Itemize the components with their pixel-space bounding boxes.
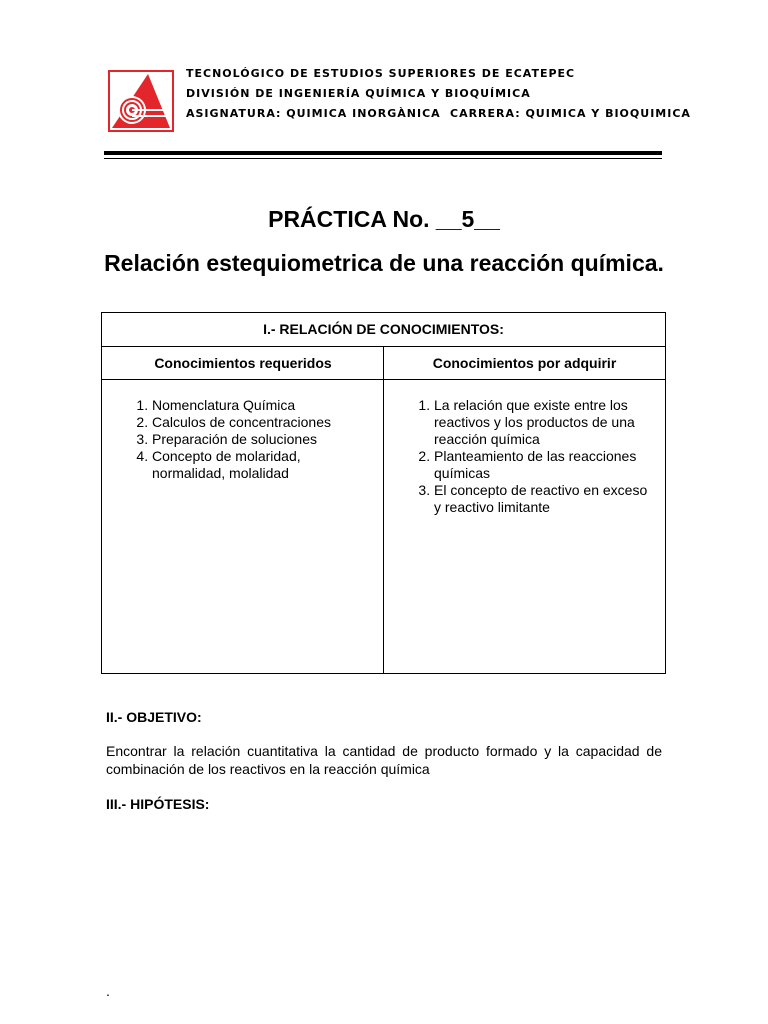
list-item: 4. Concepto de molaridad, normalidad, molalidad — [152, 448, 358, 482]
practice-number-title: PRÁCTICA No. __5__ — [268, 206, 500, 232]
institution-header — [186, 64, 691, 124]
acquired-knowledge-column — [410, 397, 650, 516]
division-name: DIVISIÓN DE INGENIERÍA QUÍMICA Y BIOQUÍMICA — [186, 87, 531, 100]
list-item: 1. Nomenclatura Química — [152, 397, 358, 414]
hypothesis-heading: III.- HIPÓTESIS: — [106, 796, 210, 812]
list-item: 3. El concepto de reactivo en exceso y reactivo limitante — [434, 482, 650, 516]
asignatura-label: ASIGNATURA: QUIMICA INORGÀNICA — [186, 107, 441, 120]
acquired-knowledge-header: Conocimientos por adquirir — [384, 346, 665, 380]
course-row — [186, 104, 691, 124]
objective-text: Encontrar la relación cuantitativa la cantidad de producto formado y la capacidad de combinación de los reactivos en la reacción química — [106, 743, 662, 777]
practice-subtitle: Relación estequiometrica de una reacción química. — [104, 250, 664, 276]
column-divider — [383, 346, 384, 673]
required-knowledge-column — [128, 397, 358, 482]
list-item: 1. La relación que existe entre los reactivos y los productos de una reacción química — [434, 397, 650, 448]
list-item: 2. Calculos de concentraciones — [152, 414, 358, 431]
objective-heading: II.- OBJETIVO: — [106, 709, 202, 725]
knowledge-table — [101, 312, 666, 674]
list-item: 2. Planteamiento de las reacciones químicas — [434, 448, 650, 482]
required-knowledge-header: Conocimientos requeridos — [102, 346, 384, 380]
institution-logo — [108, 70, 174, 132]
footer-mark: . — [106, 983, 110, 999]
header-divider-thick — [104, 151, 662, 155]
carrera-label: CARRERA: QUIMICA Y BIOQUIMICA — [450, 107, 691, 120]
institution-name: TECNOLÓGICO DE ESTUDIOS SUPERIORES DE ECATEPEC — [186, 67, 576, 80]
header-divider-thin — [104, 158, 662, 159]
knowledge-table-heading: I.- RELACIÓN DE CONOCIMIENTOS: — [102, 313, 665, 347]
list-item: 3. Preparación de soluciones — [152, 431, 358, 448]
required-knowledge-list — [128, 397, 358, 482]
acquired-knowledge-list — [410, 397, 650, 516]
